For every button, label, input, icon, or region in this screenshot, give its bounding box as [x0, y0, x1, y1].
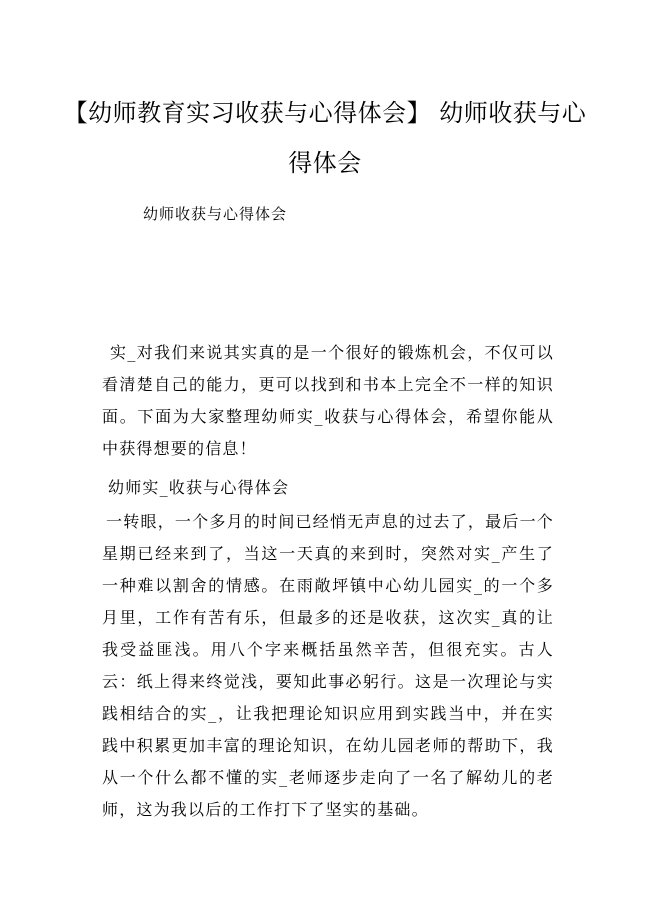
body-paragraph: 一转眼，一个多月的时间已经悄无声息的过去了，最后一个星期已经来到了，当这一天真的来到时，突然对实_产生了一种难以割舍的情感。在雨敞坪镇中心幼儿园实_的一个多月里，工作有苦有乐，但最多的还是收获，这次实_真的让我受益匪浅。用八个字来概括虽然辛苦，但很充实。古人云：纸上得来终觉浅，要知此事必躬行。这是一次理论与实践相结合的实_，让我把理论知识应用到实践当中，并在实践中积累更加丰富的理论知识，在幼儿园老师的帮助下，我从一个什么都不懂的实_老师逐步走向了一名了解幼儿的老师，这为我以后的工作打下了坚实的基础。 — [102, 512, 554, 819]
intro-paragraph: 实_对我们来说其实真的是一个很好的锻炼机会，不仅可以看清楚自己的能力，更可以找到和书本上完全不一样的知识面。下面为大家整理幼师实_收获与心得体会，希望你能从中获得想要的信息！ — [102, 343, 554, 458]
subtitle: 幼师收获与心得体会 — [143, 205, 288, 223]
section-heading: 幼师实_收获与心得体会 — [108, 478, 290, 497]
page-title: 【幼师教育实习收获与心得体会】 幼师收获与心得体会 — [63, 99, 587, 177]
